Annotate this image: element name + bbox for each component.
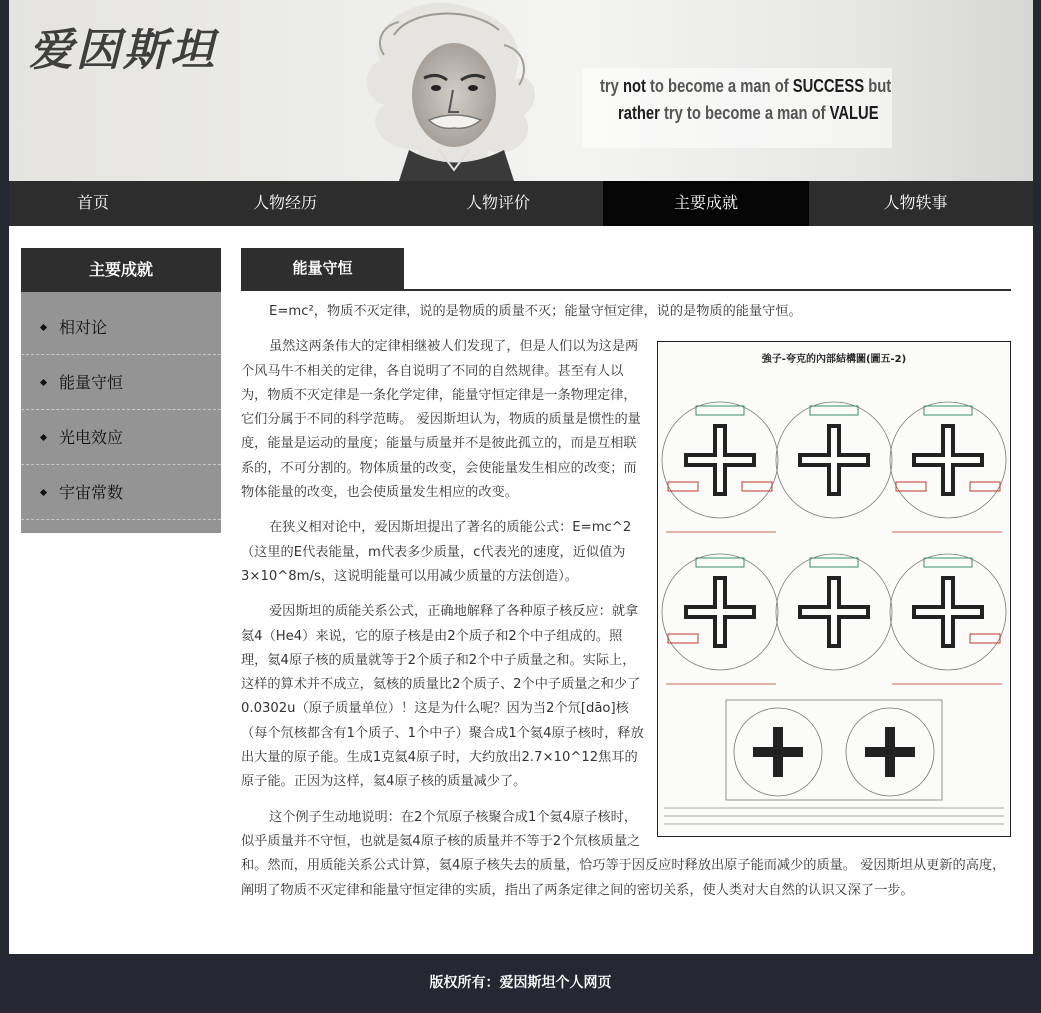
copyright-text: 版权所有：爱因斯坦个人网页 bbox=[429, 975, 612, 991]
sidebar-item-photoelectric[interactable] bbox=[21, 410, 221, 465]
sidebar-item-label: 宇宙常数 bbox=[59, 483, 124, 502]
figure-title: 強子-夸克的內部結構圖(圖五-2) bbox=[761, 354, 907, 366]
nav-item-anecdotes[interactable]: 人物轶事 bbox=[883, 193, 948, 212]
site-logo[interactable]: 爱因斯坦 bbox=[29, 25, 217, 76]
nav-item-home[interactable]: 首页 bbox=[76, 193, 109, 212]
bullet-icon bbox=[40, 324, 47, 331]
sidebar-item-label: 相对论 bbox=[59, 318, 108, 337]
page-container bbox=[9, 0, 1033, 954]
sidebar bbox=[21, 248, 221, 533]
bullet-icon bbox=[40, 379, 47, 386]
hadron-quark-diagram-image bbox=[657, 341, 1011, 837]
main-nav bbox=[9, 181, 1033, 226]
sidebar-item-energy-conservation[interactable] bbox=[21, 355, 221, 410]
header-banner bbox=[9, 0, 1033, 181]
article-paragraph: 爱因斯坦的质能关系公式，正确地解释了各种原子核反应：就拿氦4（He4）来说，它的原子核是由2个质子和2个中子组成的。照理，氦4原子核的质量就等于2个质子和2个中子质量之和。实际上，这样的算术并不成立，氦核的质量比2个质子、2个中子质量之和少了0.0302u（原子质量单位）！这是为什么呢？因为当2个氘[dāo]核（每个氘核都含有1个质子、1个中子）聚合成1个氦4原子核时，释放出大量的原子能。生成1克氦4原子时，大约放出2.7×10^12焦耳的原子能。正因为这样，氦4原子核的质量减少了。 bbox=[241, 604, 644, 790]
article-paragraph: 在狭义相对论中，爱因斯坦提出了著名的质能公式：E=mc^2（这里的E代表能量，m代表多少质量，c代表光的速度，近似值为3×10^8m/s，这说明能量可以用减少质量的方法创造）。 bbox=[241, 520, 632, 584]
sidebar-list bbox=[21, 292, 221, 520]
nav-item-achievements[interactable]: 主要成就 bbox=[603, 181, 809, 226]
section-header bbox=[241, 248, 1011, 291]
sidebar-item-cosmological-constant[interactable] bbox=[21, 465, 221, 520]
sidebar-item-relativity[interactable] bbox=[21, 300, 221, 355]
sidebar-item-label: 光电效应 bbox=[59, 428, 124, 447]
quark-structure-diagram bbox=[658, 342, 1010, 836]
nav-item-biography[interactable]: 人物经历 bbox=[252, 193, 317, 212]
main-content bbox=[241, 248, 1011, 914]
footer bbox=[0, 954, 1041, 1013]
nav-item-evaluation[interactable]: 人物评价 bbox=[465, 193, 530, 212]
article-paragraph: E=mc²，物质不灭定律，说的是物质的质量不灭；能量守恒定律，说的是物质的能量守恒。 bbox=[269, 304, 802, 319]
sidebar-item-label: 能量守恒 bbox=[59, 373, 124, 392]
einstein-portrait bbox=[339, 0, 559, 181]
quote-box bbox=[582, 68, 892, 148]
bullet-icon bbox=[40, 489, 47, 496]
bullet-icon bbox=[40, 434, 47, 441]
quote-line-1: try not to become a man of SUCCESS but bbox=[600, 76, 892, 96]
quote-line-2: rather try to become a man of VALUE bbox=[618, 103, 879, 123]
section-title: 能量守恒 bbox=[241, 248, 404, 289]
article-paragraph: 这个例子生动地说明：在2个氘原子核聚合成1个氦4原子核时，似乎质量并不守恒，也就是氦4原子核的质量并不等于2个氘核质量之和。然而，用质能关系公式计算，氦4原子核失去的质量，恰巧等于因反应时释放出原子能而减少的质量。 爱因斯坦从更新的高度，阐明了物质不灭定律和能量守恒定律的实质，指出了两条定律之间的密切关系，使人类对大自然的认识又深了一步。 bbox=[241, 809, 1006, 898]
sidebar-title: 主要成就 bbox=[21, 248, 221, 292]
article-paragraph: 虽然这两条伟大的定律相继被人们发现了，但是人们以为这是两个风马牛不相关的定律，各自说明了不同的自然规律。甚至有人以为，物质不灭定律是一条化学定律，能量守恒定律是一条物理定律，它们分属于不同的科学范畴。 爱因斯坦认为，物质的质量是惯性的量度，能量是运动的量度；能量与质量并不是彼此孤立的，而是互相联系的，不可分割的。物体质量的改变，会使能量发生相应的改变；而物体能量的改变，也会使质量发生相应的改变。 bbox=[241, 339, 641, 501]
article bbox=[241, 300, 1011, 903]
